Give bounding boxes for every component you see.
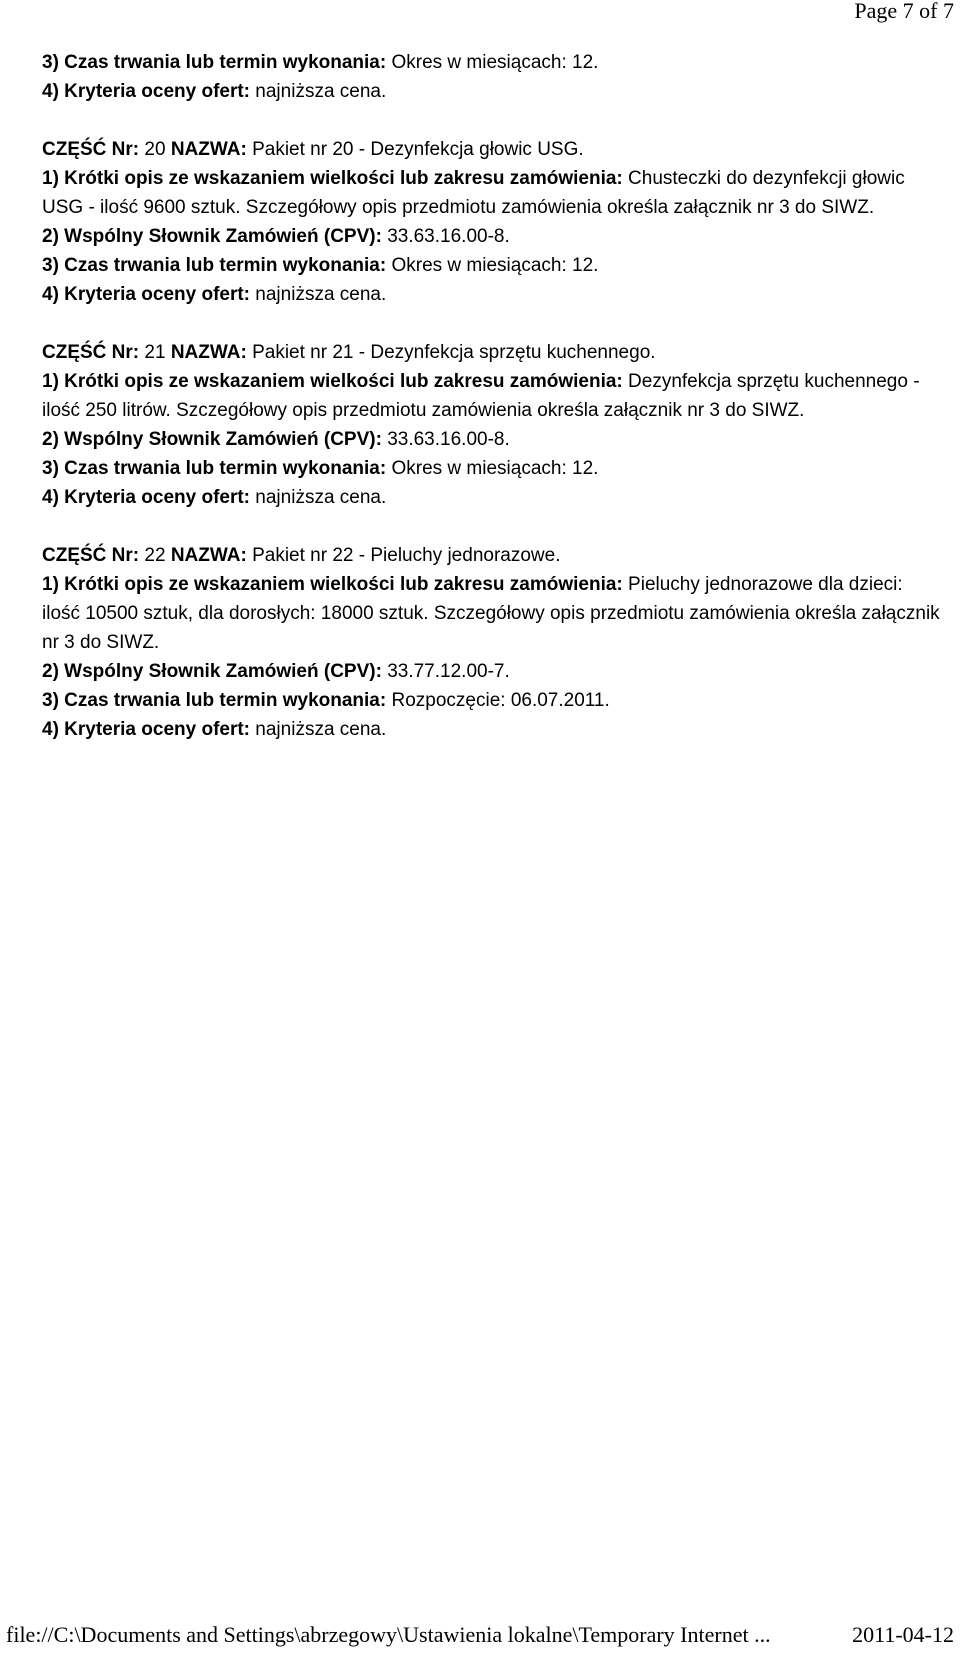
part-heading — [42, 338, 942, 367]
part-number: 21 — [144, 342, 166, 363]
criteria-label: 4) Kryteria oceny ofert: — [42, 284, 251, 305]
part-label: CZĘŚĆ Nr: — [42, 545, 140, 566]
part-number: 20 — [144, 139, 166, 160]
criteria-line — [42, 483, 942, 512]
duration-value: Okres w miesiącach: 12. — [391, 52, 599, 73]
cpv-value: 33.63.16.00-8. — [387, 226, 510, 247]
duration-value: Okres w miesiącach: 12. — [391, 255, 599, 276]
description-label: 1) Krótki opis ze wskazaniem wielkości lub zakresu zamówienia: — [42, 168, 623, 189]
criteria-value: najniższa cena. — [255, 487, 387, 508]
duration-line — [42, 251, 942, 280]
part-block-22 — [42, 541, 942, 744]
description-value: Chusteczki do dezynfekcji głowic USG - ilość 9600 sztuk. Szczegółowy opis przedmiotu zamówienia określa załącznik nr 3 do SIWZ. — [42, 168, 905, 218]
cpv-label: 2) Wspólny Słownik Zamówień (CPV): — [42, 661, 382, 682]
criteria-line — [42, 280, 942, 309]
criteria-value: najniższa cena. — [255, 719, 387, 740]
description-line — [42, 570, 942, 657]
description-label: 1) Krótki opis ze wskazaniem wielkości lub zakresu zamówienia: — [42, 574, 623, 595]
part-block-21 — [42, 338, 942, 512]
cpv-value: 33.63.16.00-8. — [387, 429, 510, 450]
name-label: NAZWA: — [170, 342, 247, 363]
description-line — [42, 367, 942, 425]
duration-label: 3) Czas trwania lub termin wykonania: — [42, 690, 387, 711]
cpv-label: 2) Wspólny Słownik Zamówień (CPV): — [42, 226, 382, 247]
duration-line — [42, 686, 942, 715]
part-block-20 — [42, 135, 942, 309]
description-value: Dezynfekcja sprzętu kuchennego - ilość 250 litrów. Szczegółowy opis przedmiotu zamówienia określa załącznik nr 3 do SIWZ. — [42, 371, 920, 421]
criteria-label: 4) Kryteria oceny ofert: — [42, 487, 251, 508]
criteria-value: najniższa cena. — [255, 81, 387, 102]
part-name: Pakiet nr 20 - Dezynfekcja głowic USG. — [252, 139, 584, 160]
page-number: Page 7 of 7 — [854, 0, 954, 23]
criteria-line — [42, 715, 942, 744]
part-heading — [42, 541, 942, 570]
criteria-label: 4) Kryteria oceny ofert: — [42, 81, 251, 102]
duration-label: 3) Czas trwania lub termin wykonania: — [42, 255, 387, 276]
part-name: Pakiet nr 22 - Pieluchy jednorazowe. — [252, 545, 561, 566]
cpv-value: 33.77.12.00-7. — [387, 661, 510, 682]
part-name: Pakiet nr 21 - Dezynfekcja sprzętu kuchennego. — [252, 342, 656, 363]
duration-line — [42, 454, 942, 483]
top-fragment — [42, 48, 942, 106]
cpv-line — [42, 222, 942, 251]
description-label: 1) Krótki opis ze wskazaniem wielkości lub zakresu zamówienia: — [42, 371, 623, 392]
footer-date: 2011-04-12 — [852, 1622, 954, 1647]
duration-value: Okres w miesiącach: 12. — [391, 458, 599, 479]
part-number: 22 — [144, 545, 166, 566]
description-value: Pieluchy jednorazowe dla dzieci: ilość 10500 sztuk, dla dorosłych: 18000 sztuk. Szczegółowy opis przedmiotu zamówienia określa załącznik nr 3 do SIWZ. — [42, 574, 940, 653]
cpv-line — [42, 425, 942, 454]
criteria-value: najniższa cena. — [255, 284, 387, 305]
name-label: NAZWA: — [170, 139, 247, 160]
duration-label: 3) Czas trwania lub termin wykonania: — [42, 52, 387, 73]
part-label: CZĘŚĆ Nr: — [42, 342, 140, 363]
cpv-line — [42, 657, 942, 686]
duration-value: Rozpoczęcie: 06.07.2011. — [391, 690, 610, 711]
duration-label: 3) Czas trwania lub termin wykonania: — [42, 458, 387, 479]
footer-file-path: file://C:\Documents and Settings\abrzegowy\Ustawienia lokalne\Temporary Internet ... — [6, 1622, 771, 1647]
criteria-line — [42, 77, 942, 106]
description-line — [42, 164, 942, 222]
part-label: CZĘŚĆ Nr: — [42, 139, 140, 160]
part-heading — [42, 135, 942, 164]
name-label: NAZWA: — [170, 545, 247, 566]
duration-line — [42, 48, 942, 77]
cpv-label: 2) Wspólny Słownik Zamówień (CPV): — [42, 429, 382, 450]
criteria-label: 4) Kryteria oceny ofert: — [42, 719, 251, 740]
document-body — [42, 48, 942, 744]
